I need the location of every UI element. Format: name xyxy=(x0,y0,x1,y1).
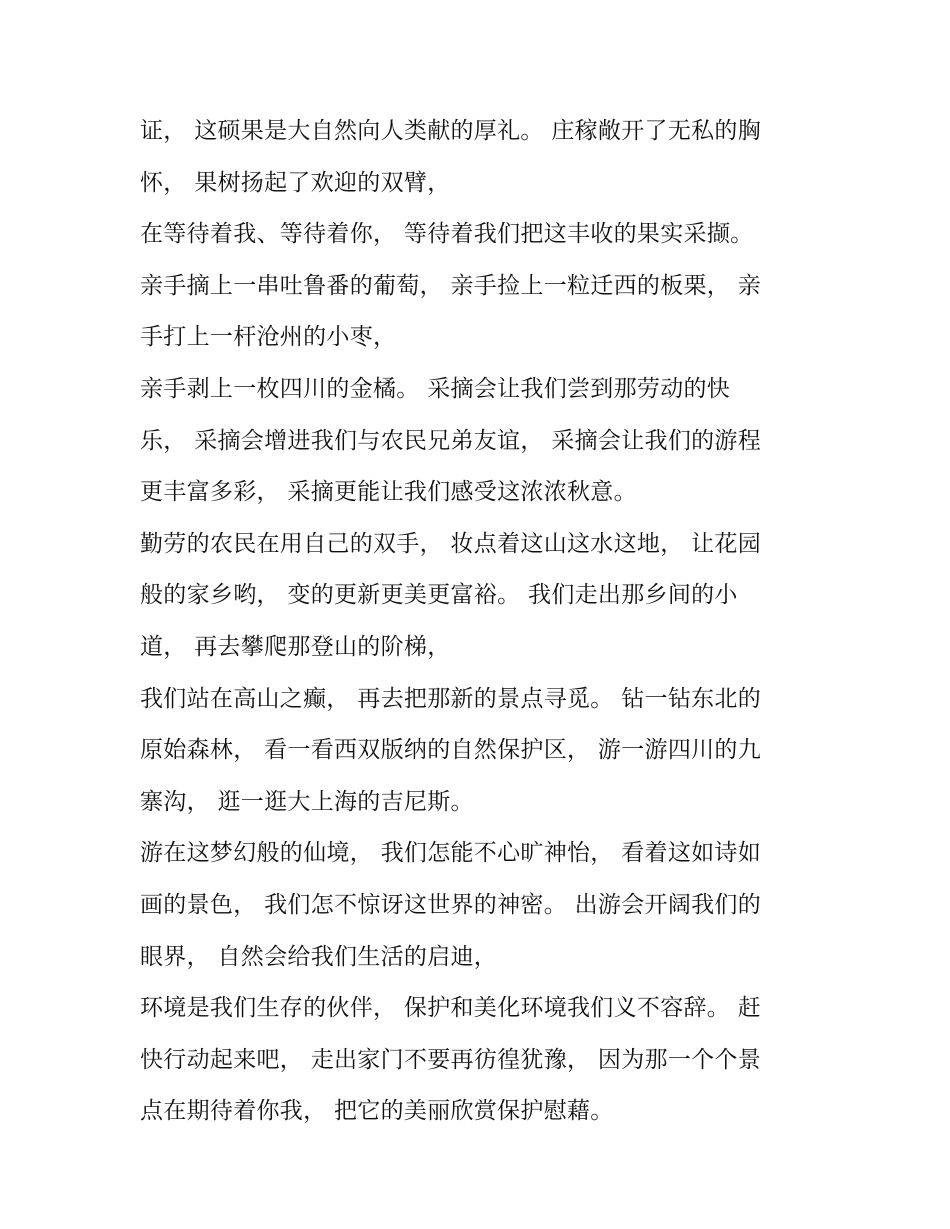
text-line: 亲手剥上一枚四川的金橘。 采摘会让我们尝到那劳动的快 xyxy=(140,375,731,402)
text-line: 快行动起来吧， 走出家门不要再彷徨犹豫， 因为那一个个景 xyxy=(140,1046,762,1073)
text-line: 眼界， 自然会给我们生活的启迪， xyxy=(140,943,498,970)
text-line: 点在期待着你我， 把它的美丽欣赏保护慰藉。 xyxy=(140,1098,614,1125)
text-line: 游在这梦幻般的仙境， 我们怎能不心旷神怡， 看着这如诗如 xyxy=(140,840,762,867)
text-line: 在等待着我、等待着你， 等待着我们把这丰收的果实采撷。 xyxy=(140,221,754,248)
text-line: 道， 再去攀爬那登山的阶梯， xyxy=(140,633,451,660)
text-line: 更丰富多彩， 采摘更能让我们感受这浓浓秋意。 xyxy=(140,479,637,506)
text-line: 怀， 果树扬起了欢迎的双臂， xyxy=(140,169,451,196)
text-line: 我们站在高山之癫， 再去把那新的景点寻觅。 钻一钻东北的 xyxy=(140,685,762,712)
text-line: 勤劳的农民在用自己的双手， 妆点着这山这水这地， 让花园 xyxy=(140,530,762,557)
text-line: 证， 这硕果是大自然向人类献的厚礼。 庄稼敞开了无私的胸 xyxy=(140,118,762,144)
document-body xyxy=(140,106,810,1138)
text-line: 环境是我们生存的伙伴， 保护和美化环境我们义不容辞。 赶 xyxy=(140,995,762,1022)
text-line: 乐， 采摘会增进我们与农民兄弟友谊， 采摘会让我们的游程 xyxy=(140,427,762,454)
text-line: 画的景色， 我们怎不惊讶这世界的神密。 出游会开阔我们的 xyxy=(140,891,762,918)
text-line: 亲手摘上一串吐鲁番的葡萄， 亲手捡上一粒迁西的板栗， 亲 xyxy=(140,272,762,299)
text-line: 原始森林， 看一看西双版纳的自然保护区， 游一游四川的九 xyxy=(140,737,762,764)
text-line: 手打上一杆沧州的小枣， xyxy=(140,324,397,351)
text-line: 寨沟， 逛一逛大上海的吉尼斯。 xyxy=(140,788,474,815)
text-line: 般的家乡哟， 变的更新更美更富裕。 我们走出那乡间的小 xyxy=(140,582,738,609)
